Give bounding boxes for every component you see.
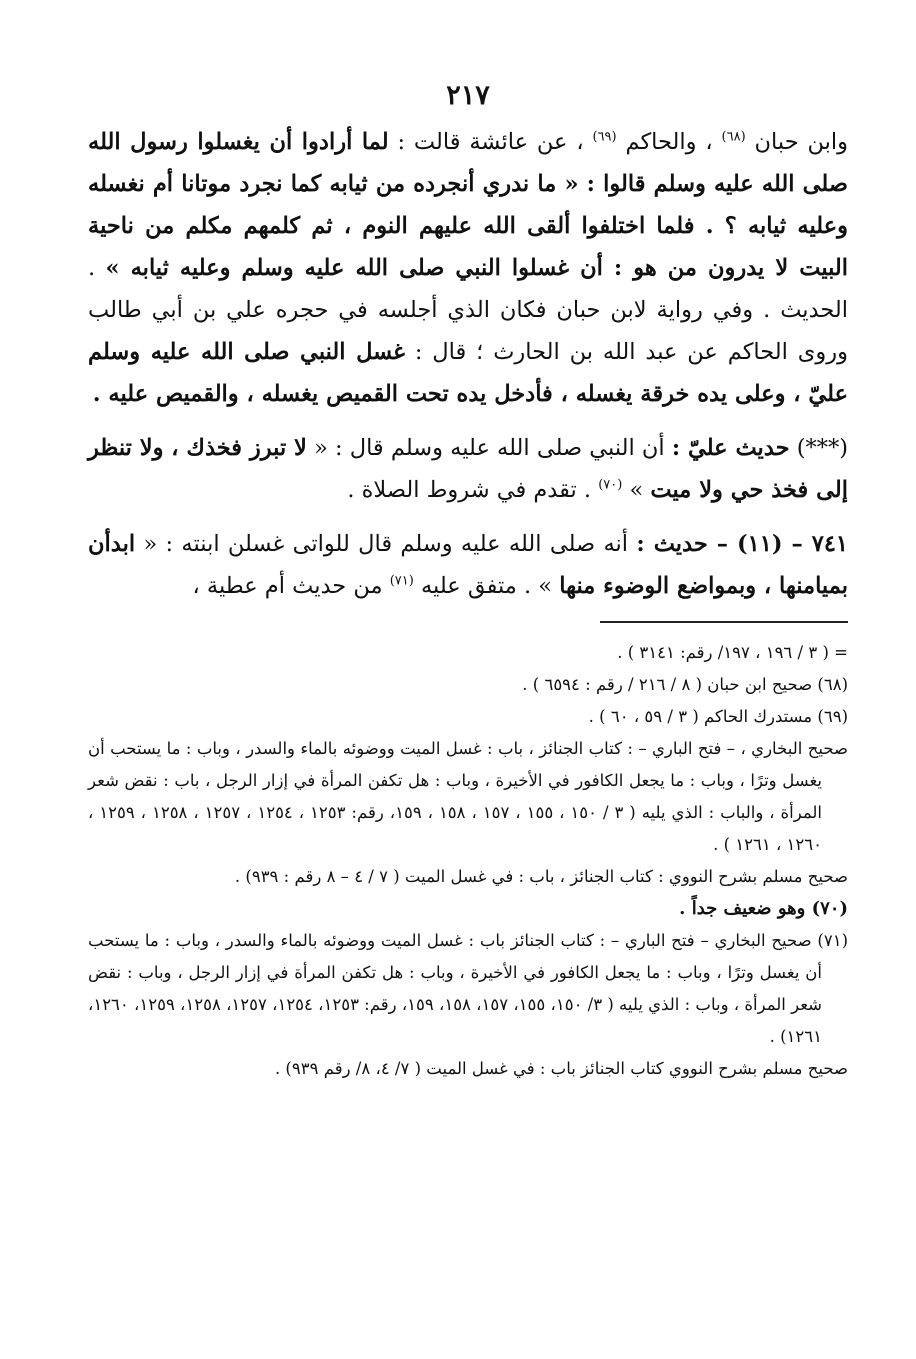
footnote-69-source-bukhari: صحيح البخاري ، – فتح الباري – : كتاب الجنائز ، باب : غسل الميت ووضوئه بالماء والسدر ، وباب : ما يستحب أن يغسل وترًا ، وباب : ما يجعل الكافور في الأخيرة ، وباب : هل تكفن المرأة في إزار الرجل ، باب : نقض شعر المرأة ، والباب : الذي يليه ( ٣ / ١٥٠ ، ١٥٥ ، ١٥٧ ، ١٥٨ ، ١٥٩، رقم: ١٢٥٣ ، ١٢٥٤ ، ١٢٥٧ ، ١٢٥٨ ، ١٢٥٩ ، ١٢٦٠ ، ١٢٦١ ) . <box>88 739 848 854</box>
text-segment: وابن حبان <box>754 129 848 155</box>
paragraph-2 <box>88 427 848 511</box>
footnote-70: (٧٠) وهو ضعيف جداً . <box>679 898 848 919</box>
hadith-heading: ٧٤١ – (١١) – حديث : <box>636 531 849 557</box>
footnote-ref-68[interactable]: (٦٨) <box>721 129 746 145</box>
footnote-69: (٦٩) مستدرك الحاكم ( ٣ / ٥٩ ، ٦٠ ) . <box>588 707 848 726</box>
book-page <box>88 80 848 1085</box>
text-segment: أنه صلى الله عليه وسلم قال للواتى غسلن ابنته : « <box>143 531 629 557</box>
text-segment: . تقدم في شروط الصلاة . <box>347 477 592 503</box>
footnote-71: (٧١) صحيح البخاري – فتح الباري – : كتاب الجنائز باب : غسل الميت ووضوئه بالماء والسدر ، وباب : ما يستحب أن يغسل وترًا ، وباب : ما يجعل الكافور في الأخيرة ، وباب : هل تكفن المرأة في إزار الرجل ، وباب : نقض شعر المرأة ، وباب : الذي يليه ( ٣/ ١٥٠، ١٥٥، ١٥٧، ١٥٨، ١٥٩، رقم: ١٢٥٣، ١٢٥٤، ١٢٥٧، ١٢٥٨، ١٢٥٩، ١٢٦٠، ١٢٦١) . <box>88 931 848 1046</box>
text-segment: ، عن عائشة قالت : <box>397 129 584 155</box>
footnote-continuation: = ( ٣ / ١٩٦ ، ١٩٧/ رقم: ٣١٤١ ) . <box>617 643 848 662</box>
marker: (***) <box>796 435 849 461</box>
text-segment: من حديث أم عطية ، <box>192 573 383 599</box>
footnote-separator <box>600 621 848 623</box>
text-segment: . الحديث . وفي رواية لابن حبان فكان الذي أجلسه في حجره علي بن أبي طالب وروى الحاكم عن عبد الله بن الحارث ؛ قال : <box>88 255 849 365</box>
footnote-ref-70[interactable]: (٧٠) <box>598 477 623 493</box>
footnote-ref-69[interactable]: (٦٩) <box>592 129 617 145</box>
footnotes <box>88 637 848 1085</box>
paragraph-3 <box>88 523 848 607</box>
hadith-quote: غسل النبي صلى الله عليه وسلم عليّ ، وعلى يده خرقة يغسله ، فأدخل يده تحت القميص يغسله ، والقميص عليه . <box>88 339 848 407</box>
page-number: ٢١٧ <box>446 80 490 111</box>
hadith-quote: ابدأن بميامنها ، وبمواضع الوضوء منها <box>88 531 848 599</box>
main-text <box>88 121 848 607</box>
text-segment: أن النبي صلى الله عليه وسلم قال : « <box>314 435 665 461</box>
footnote-68: (٦٨) صحيح ابن حبان ( ٨ / ٢١٦ / رقم : ٦٥٩٤ ) . <box>522 675 848 694</box>
hadith-heading: حديث عليّ : <box>671 435 790 461</box>
text-segment: ، والحاكم <box>625 129 713 155</box>
footnote-ref-71[interactable]: (٧١) <box>389 573 414 589</box>
hadith-quote: لما أرادوا أن يغسلوا رسول الله صلى الله عليه وسلم قالوا : « ما ندري أنجرده من ثيابه كما نجرد موتانا أم نغسله وعليه ثيابه ؟ . فلما اختلفوا ألقى الله عليهم النوم ، ثم كلمهم مكلم من ناحية البيت لا يدرون من هو : أن غسلوا النبي صلى الله عليه وسلم وعليه ثيابه » <box>88 129 849 281</box>
footnote-69-source-muslim: صحيح مسلم بشرح النووي : كتاب الجنائز ، باب : في غسل الميت ( ٧ / ٤ – ٨ رقم : ٩٣٩) . <box>234 867 848 886</box>
text-segment: » <box>629 477 644 503</box>
footnote-71-source-muslim: صحيح مسلم بشرح النووي كتاب الجنائز باب : في غسل الميت ( ٧/ ٤، ٨/ رقم ٩٣٩) . <box>274 1059 848 1078</box>
hadith-quote: لا تبرز فخذك ، ولا تنظر إلى فخذ حي ولا ميت <box>88 435 848 503</box>
text-segment: » . متفق عليه <box>420 573 553 599</box>
paragraph-1 <box>88 121 848 415</box>
